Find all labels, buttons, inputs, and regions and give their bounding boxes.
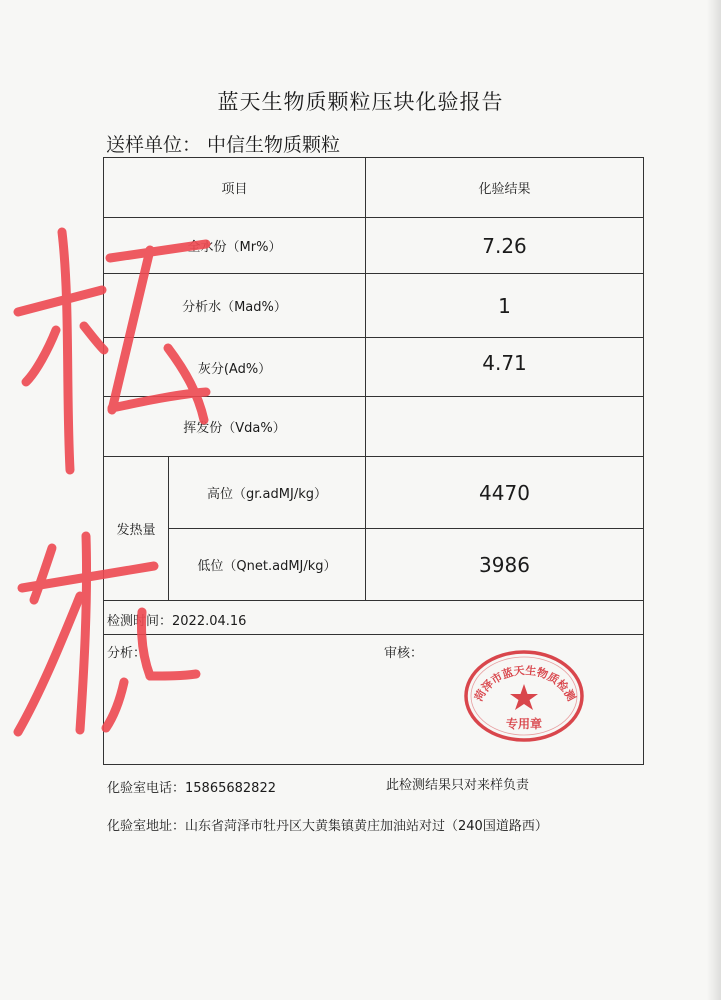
heat-low-value: 3986 [479,552,530,577]
heat-high-label: 高位（gr.adMJ/kg） [207,487,327,502]
review-label: 审核： [384,646,424,661]
row-label-moisture: 全水份（Mr%） [187,240,282,255]
row-divider [104,634,643,635]
sender-value: 中信生物质颗粒 [207,134,341,156]
heat-low-label: 低位（Qnet.adMJ/kg） [197,559,337,574]
row-value-analysis-water: 1 [498,293,511,318]
row-value-volatile [366,397,643,456]
row-label-volatile: 挥发份（Vda%） [183,421,286,436]
lab-phone: 化验室电话：15865682822 [107,781,276,796]
row-label-analysis-water: 分析水（Mad%） [182,300,287,315]
sender-label: 送样单位： [106,134,202,156]
heat-high-value: 4470 [479,480,530,505]
page-edge-shadow [707,0,721,1000]
row-value-ash: 4.71 [482,351,527,375]
heat-group-label: 发热量 [116,523,156,538]
row-divider [104,600,643,601]
header-item: 项目 [221,182,248,197]
row-label-ash: 灰分(Ad%） [197,361,272,377]
sender-line [106,130,346,157]
lab-address: 化验室地址：山东省菏泽市牡丹区大黄集镇黄庄加油站对过（240国道路西） [107,819,548,834]
seal-star-icon [510,684,538,710]
official-seal [462,648,586,744]
disclaimer: 此检测结果只对来样负责 [386,778,530,793]
seal-ring-text: 菏泽市蓝天生物质检测 [472,664,578,704]
row-value-moisture: 7.26 [482,233,527,258]
report-title: 蓝天生物质颗粒压块化验报告 [217,90,504,114]
header-result: 化验结果 [478,182,531,197]
test-date: 检测时间：2022.04.16 [107,614,247,629]
seal-bottom-text: 专用章 [505,717,543,731]
analysis-label: 分析： [107,646,147,661]
